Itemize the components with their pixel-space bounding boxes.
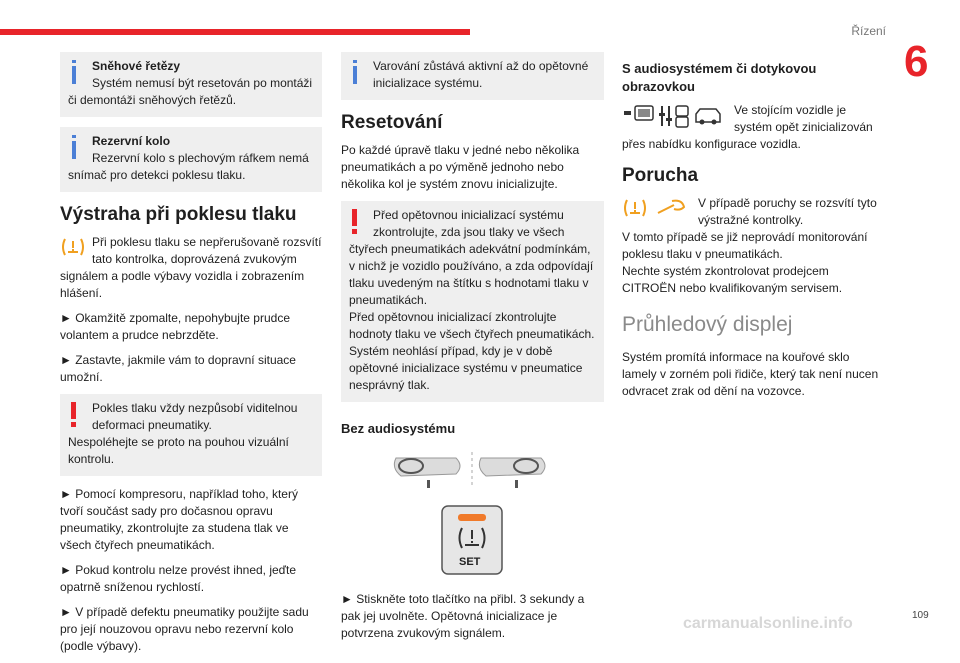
info-icon (68, 133, 92, 159)
info-box-title: Sněhové řetězy (92, 59, 181, 73)
warning-text: Před opětovnou inicializací zkontrolujte hodnoty tlaku ve všech čtyřech pneumatikách. (349, 310, 595, 341)
warning-text: Systém neohlásí případ, kdy je v době opětovné inicializace systému v pneumatice nesprávný tlak. (349, 344, 583, 392)
subheading-with-audio: S audiosystémem či dotykovou obrazovkou (622, 61, 817, 94)
step-drive-carefully: ► Pokud kontrolu nelze provést ihned, jeďte opatrně sníženou rychlostí. (60, 563, 297, 594)
header-accent-bar (0, 29, 470, 35)
heading-fault: Porucha (622, 165, 699, 186)
warning-icon (349, 207, 373, 233)
column-3 (622, 52, 884, 408)
warning-box-reset (341, 201, 604, 402)
chapter-number: 6 (904, 37, 929, 86)
info-box-title: Rezervní kolo (92, 134, 171, 148)
alert-intro: Při poklesu tlaku se nepřerušovaně rozsvítí tato kontrolka, doprovázená zvukovým signálem a podle výbavy vozidla i zobrazením hlášení. (60, 235, 322, 300)
step-stop: ► Zastavte, jakmile vám to dopravní situace umožní. (60, 353, 296, 384)
tyre-pressure-warning-icon (60, 236, 86, 258)
info-box-spare-wheel (60, 127, 322, 192)
step-puncture: ► V případě defektu pneumatiky použijte sadu pro její nouzovou opravu nebo rezervní kolo (podle výbavy). (60, 605, 309, 653)
info-box-text: Rezervní kolo s plechovým ráfkem nemá snímač pro detekci poklesu tlaku. (68, 151, 309, 182)
step-slow-down: ► Okamžitě zpomalte, nepohybujte prudce volantem a prudce nebrzděte. (60, 311, 290, 342)
fault-advice: Nechte systém zkontrolovat prodejcem CITROËN nebo kvalifikovaným servisem. (622, 264, 843, 295)
heading-low-pressure-alert: Výstraha při poklesu tlaku (60, 204, 297, 225)
info-icon (68, 58, 92, 84)
info-box-text: Varování zůstává aktivní až do opětovné inicializace systému. (373, 59, 589, 90)
hud-text: Systém promítá informace na kouřové sklo lamely v zorném poli řidiče, který tak není nucen odvracet zrak od dění na vozovce. (622, 350, 879, 398)
touchscreen-menu-icon (622, 104, 728, 130)
subheading-without-audio: Bez audiosystému (341, 421, 456, 436)
info-icon (349, 58, 373, 84)
heading-reset: Resetování (341, 112, 443, 133)
warning-box-deformation (60, 394, 322, 476)
info-box-text: Systém nemusí být resetován po montáži či demontáži sněhových řetězů. (68, 76, 313, 107)
warning-text: Pokles tlaku vždy nezpůsobí viditelnou deformaci pneumatiky. (92, 401, 298, 432)
page-number: 109 (912, 610, 929, 621)
info-box-warning-active (341, 52, 604, 100)
column-2 (341, 52, 604, 650)
warning-text: Před opětovnou inicializací systému zkontrolujte, zda jsou tlaky ve všech čtyřech pneumatikách adekvátní podmínkám, v nichž je vozidlo používáno, a zda odpovídají tlaku uvedeným na štítku s hodnotami tlaku v pneumatikách. (349, 208, 594, 307)
set-button-label: SET (459, 556, 481, 568)
info-box-snow-chains (60, 52, 322, 117)
fault-intro: V případě poruchy se rozsvítí tyto výstražné kontrolky. (622, 195, 884, 229)
set-button-step: ► Stiskněte toto tlačítko na přibl. 3 sekundy a pak jej uvolněte. Opětovná inicializace je potvrzena zvukovým signálem. (341, 592, 585, 640)
audio-reset-text: Ve stojícím vozidle je systém opět zinicializován přes nabídku konfigurace vozidla. (622, 103, 873, 151)
dashboard-illustration (341, 446, 604, 581)
watermark: carmanualsonline.info (683, 615, 853, 632)
column-1 (60, 52, 322, 663)
fault-text: V tomto případě se již neprovádí monitorování poklesu tlaku v pneumatikách. (622, 230, 868, 261)
reset-intro: Po každé úpravě tlaku v jedné nebo několika pneumatikách a po výměně jednoho nebo několika kol je systém znovu inicializujte. (341, 143, 580, 191)
heading-head-up-display: Průhledový displej (622, 313, 793, 336)
fault-warning-icons (622, 197, 692, 219)
warning-icon (68, 400, 92, 426)
section-title: Řízení (851, 24, 886, 38)
step-compressor: ► Pomocí kompresoru, například toho, který tvoří součást sady pro dočasnou opravu pneumatiky, zkontrolujte za studena tlak ve všech čtyřech pneumatikách. (60, 487, 298, 552)
warning-text: Nespoléhejte se proto na pouhou vizuální kontrolu. (68, 435, 289, 466)
